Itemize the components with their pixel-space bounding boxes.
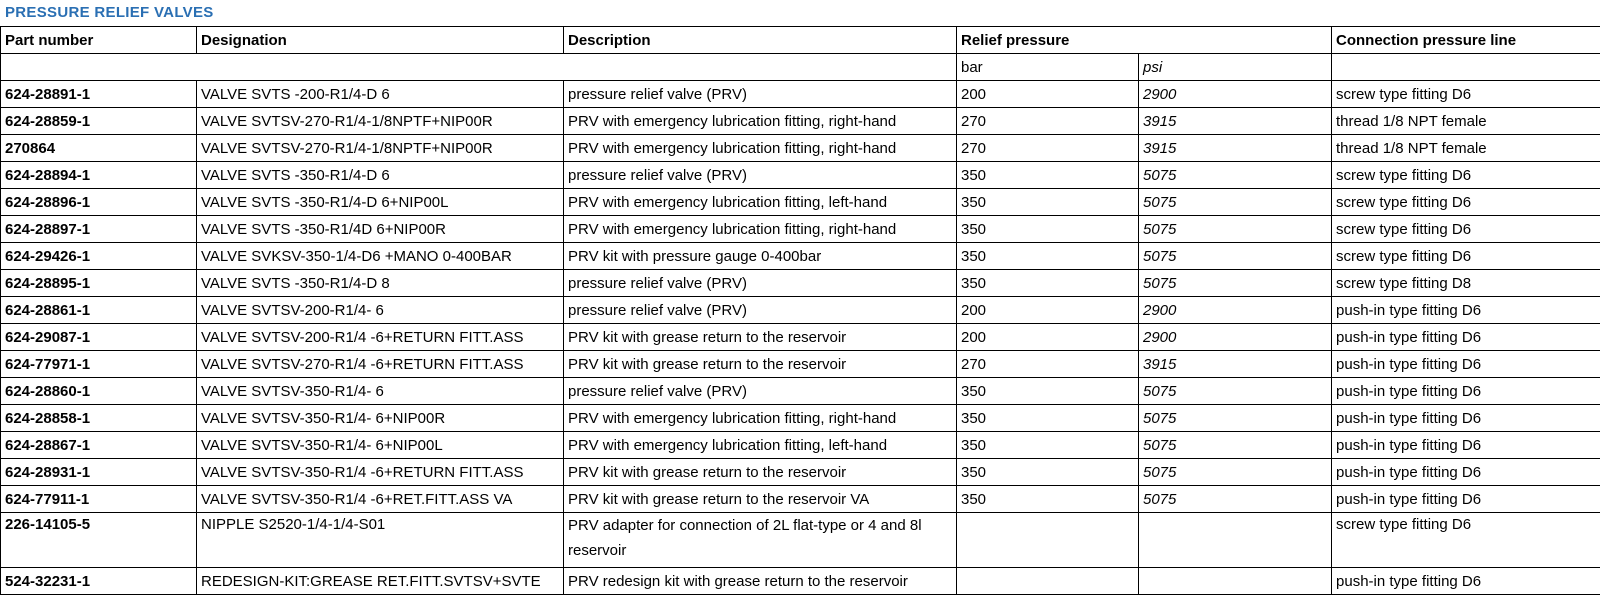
description-cell: PRV redesign kit with grease return to the reservoir [564,568,957,595]
connection-cell: screw type fitting D6 [1332,81,1600,108]
table-row [1,162,1600,189]
designation-cell: VALVE SVTS -350-R1/4D 6+NIP00R [197,216,564,243]
bar-cell: 350 [957,432,1139,459]
table-row [1,432,1600,459]
part-number-cell: 624-29426-1 [1,243,197,270]
table-row [1,405,1600,432]
header-designation: Designation [197,27,564,54]
unit-psi: psi [1139,54,1332,81]
table-row [1,216,1600,243]
psi-cell: 5075 [1139,216,1332,243]
description-cell: pressure relief valve (PRV) [564,81,957,108]
table-row [1,135,1600,162]
psi-cell: 5075 [1139,405,1332,432]
psi-cell [1139,568,1332,595]
connection-cell: screw type fitting D8 [1332,270,1600,297]
bar-cell: 350 [957,162,1139,189]
psi-cell: 5075 [1139,189,1332,216]
description-cell: PRV adapter for connection of 2L flat-type or 4 and 8l reservoir [564,513,957,568]
psi-cell: 5075 [1139,243,1332,270]
description-cell: PRV with emergency lubrication fitting, right-hand [564,405,957,432]
designation-cell: VALVE SVTSV-350-R1/4 -6+RET.FITT.ASS VA [197,486,564,513]
designation-cell: VALVE SVTS -350-R1/4-D 6 [197,162,564,189]
connection-cell: screw type fitting D6 [1332,162,1600,189]
designation-cell: VALVE SVTSV-350-R1/4- 6+NIP00L [197,432,564,459]
psi-cell: 5075 [1139,378,1332,405]
bar-cell: 200 [957,324,1139,351]
unit-bar: bar [957,54,1139,81]
part-number-cell: 624-28895-1 [1,270,197,297]
bar-cell: 200 [957,81,1139,108]
valves-table [0,26,1600,595]
designation-cell: VALVE SVKSV-350-1/4-D6 +MANO 0-400BAR [197,243,564,270]
psi-cell: 3915 [1139,135,1332,162]
designation-cell: NIPPLE S2520-1/4-1/4-S01 [197,513,564,568]
header-description: Description [564,27,957,54]
designation-cell: REDESIGN-KIT:GREASE RET.FITT.SVTSV+SVTE [197,568,564,595]
connection-cell: screw type fitting D6 [1332,189,1600,216]
units-spacer [1,54,957,81]
bar-cell: 270 [957,135,1139,162]
part-number-cell: 624-77911-1 [1,486,197,513]
connection-cell: push-in type fitting D6 [1332,351,1600,378]
connection-cell: screw type fitting D6 [1332,216,1600,243]
table-row [1,243,1600,270]
connection-cell: push-in type fitting D6 [1332,459,1600,486]
table-row [1,459,1600,486]
designation-cell: VALVE SVTSV-350-R1/4- 6+NIP00R [197,405,564,432]
part-number-cell: 624-28897-1 [1,216,197,243]
units-spacer-right [1332,54,1600,81]
psi-cell: 2900 [1139,81,1332,108]
psi-cell: 5075 [1139,270,1332,297]
part-number-cell: 624-28867-1 [1,432,197,459]
connection-cell: push-in type fitting D6 [1332,486,1600,513]
part-number-cell: 624-28896-1 [1,189,197,216]
description-cell: pressure relief valve (PRV) [564,378,957,405]
part-number-cell: 624-28894-1 [1,162,197,189]
psi-cell [1139,513,1332,568]
designation-cell: VALVE SVTSV-350-R1/4 -6+RETURN FITT.ASS [197,459,564,486]
psi-cell: 2900 [1139,297,1332,324]
header-part-number: Part number [1,27,197,54]
bar-cell [957,513,1139,568]
table-row [1,324,1600,351]
bar-cell [957,568,1139,595]
connection-cell: push-in type fitting D6 [1332,297,1600,324]
description-cell: PRV with emergency lubrication fitting, left-hand [564,432,957,459]
designation-cell: VALVE SVTSV-200-R1/4- 6 [197,297,564,324]
description-cell: pressure relief valve (PRV) [564,297,957,324]
psi-cell: 3915 [1139,108,1332,135]
part-number-cell: 270864 [1,135,197,162]
bar-cell: 350 [957,459,1139,486]
connection-cell: push-in type fitting D6 [1332,568,1600,595]
part-number-cell: 524-32231-1 [1,568,197,595]
part-number-cell: 624-28858-1 [1,405,197,432]
table-row [1,297,1600,324]
description-cell: PRV with emergency lubrication fitting, left-hand [564,189,957,216]
table-row [1,108,1600,135]
designation-cell: VALVE SVTSV-270-R1/4 -6+RETURN FITT.ASS [197,351,564,378]
bar-cell: 270 [957,351,1139,378]
bar-cell: 350 [957,243,1139,270]
connection-cell: screw type fitting D6 [1332,513,1600,568]
description-cell: PRV kit with grease return to the reservoir [564,459,957,486]
units-row [1,54,1600,81]
connection-cell: thread 1/8 NPT female [1332,108,1600,135]
table-row [1,378,1600,405]
bar-cell: 350 [957,405,1139,432]
designation-cell: VALVE SVTSV-270-R1/4-1/8NPTF+NIP00R [197,135,564,162]
bar-cell: 200 [957,297,1139,324]
description-cell: PRV kit with grease return to the reservoir VA [564,486,957,513]
header-relief-pressure: Relief pressure [957,27,1332,54]
bar-cell: 350 [957,378,1139,405]
description-cell: pressure relief valve (PRV) [564,270,957,297]
designation-cell: VALVE SVTSV-350-R1/4- 6 [197,378,564,405]
designation-cell: VALVE SVTS -350-R1/4-D 6+NIP00L [197,189,564,216]
description-cell: PRV with emergency lubrication fitting, right-hand [564,135,957,162]
connection-cell: thread 1/8 NPT female [1332,135,1600,162]
psi-cell: 5075 [1139,432,1332,459]
part-number-cell: 226-14105-5 [1,513,197,568]
connection-cell: push-in type fitting D6 [1332,405,1600,432]
part-number-cell: 624-29087-1 [1,324,197,351]
description-cell: PRV kit with grease return to the reservoir [564,351,957,378]
psi-cell: 5075 [1139,486,1332,513]
bar-cell: 350 [957,189,1139,216]
psi-cell: 3915 [1139,351,1332,378]
table-row [1,351,1600,378]
bar-cell: 350 [957,270,1139,297]
table-row [1,486,1600,513]
psi-cell: 5075 [1139,162,1332,189]
designation-cell: VALVE SVTSV-200-R1/4 -6+RETURN FITT.ASS [197,324,564,351]
table-row [1,513,1600,568]
bar-cell: 350 [957,486,1139,513]
connection-cell: push-in type fitting D6 [1332,324,1600,351]
part-number-cell: 624-28859-1 [1,108,197,135]
table-row [1,81,1600,108]
designation-cell: VALVE SVTSV-270-R1/4-1/8NPTF+NIP00R [197,108,564,135]
designation-cell: VALVE SVTS -200-R1/4-D 6 [197,81,564,108]
header-connection: Connection pressure line [1332,27,1600,54]
description-cell: PRV with emergency lubrication fitting, right-hand [564,216,957,243]
connection-cell: push-in type fitting D6 [1332,432,1600,459]
page-title: PRESSURE RELIEF VALVES [5,4,214,21]
part-number-cell: 624-28891-1 [1,81,197,108]
description-cell: PRV kit with pressure gauge 0-400bar [564,243,957,270]
part-number-cell: 624-28861-1 [1,297,197,324]
header-row [1,27,1600,54]
description-cell: PRV with emergency lubrication fitting, right-hand [564,108,957,135]
psi-cell: 5075 [1139,459,1332,486]
part-number-cell: 624-77971-1 [1,351,197,378]
connection-cell: push-in type fitting D6 [1332,378,1600,405]
connection-cell: screw type fitting D6 [1332,243,1600,270]
part-number-cell: 624-28931-1 [1,459,197,486]
description-cell: PRV kit with grease return to the reservoir [564,324,957,351]
psi-cell: 2900 [1139,324,1332,351]
table-row [1,568,1600,595]
description-cell: pressure relief valve (PRV) [564,162,957,189]
designation-cell: VALVE SVTS -350-R1/4-D 8 [197,270,564,297]
bar-cell: 350 [957,216,1139,243]
bar-cell: 270 [957,108,1139,135]
part-number-cell: 624-28860-1 [1,378,197,405]
table-row [1,189,1600,216]
table-row [1,270,1600,297]
